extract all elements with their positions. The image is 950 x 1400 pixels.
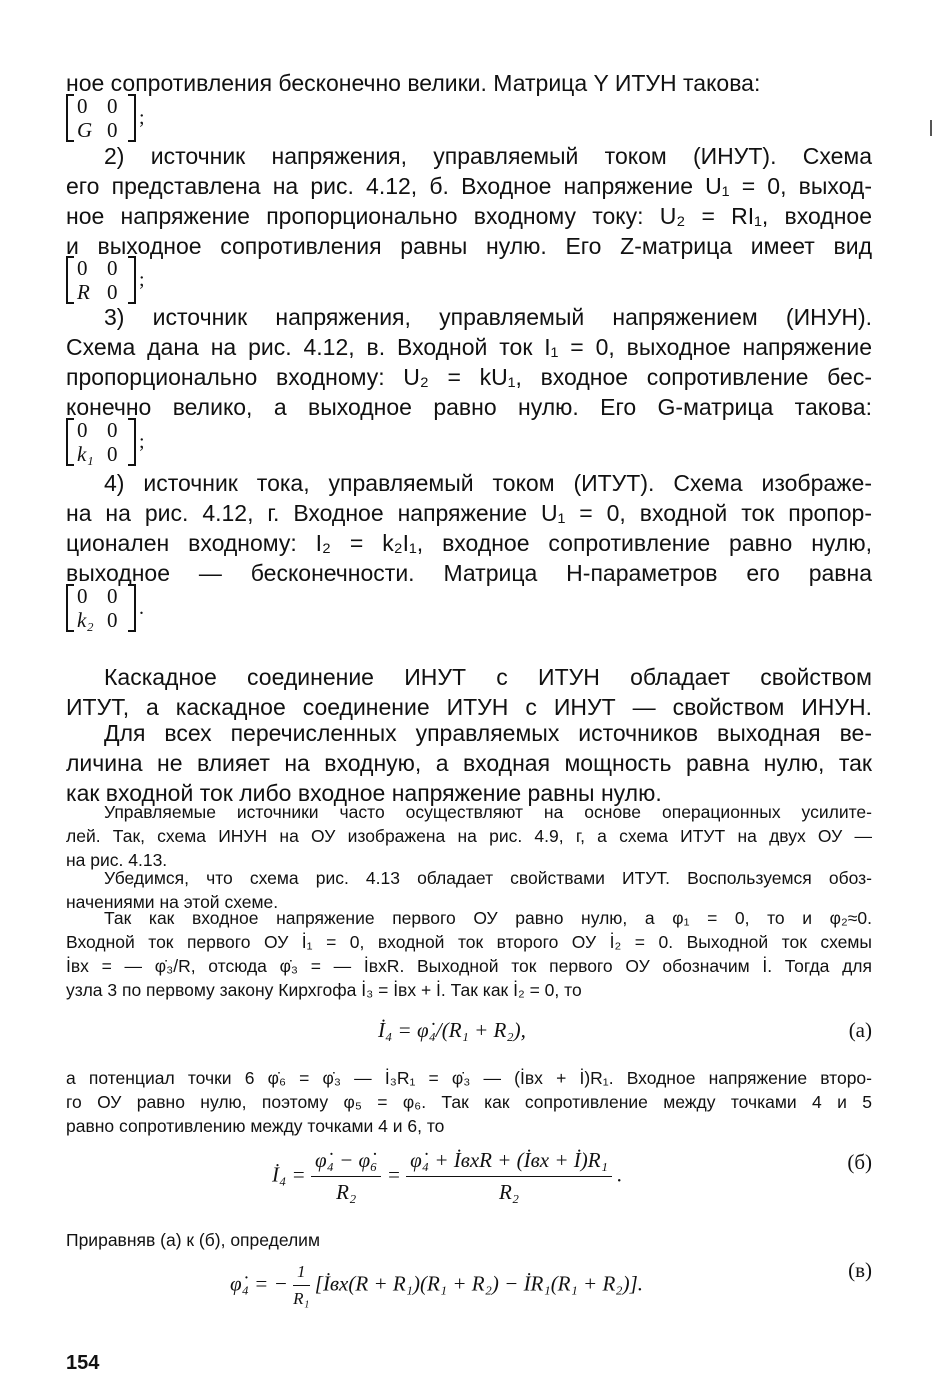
matrix-left-bracket: [66, 94, 74, 142]
text-line: узла 3 по первому закону Кирхгофа İ₃ = İвх + İ. Так как İ₂ = 0, то: [66, 980, 582, 1000]
text-line: конечно велико, а выходное равно нулю. Его G-матрица такова:: [66, 394, 872, 420]
equals-sign: =: [386, 1162, 401, 1187]
text-line: Для всех перечисленных управляемых источников выходная ве-: [104, 720, 872, 746]
text-line: 3) источник напряжения, управляемый напряжением (ИНУН).: [104, 304, 872, 330]
equation-b-label: (б): [847, 1150, 872, 1174]
fraction-numerator: φ̇₄ + İвхR + (İвх + İ)R₁: [406, 1148, 612, 1177]
margin-mark: [930, 120, 932, 136]
text-line: го ОУ равно нулю, поэтому φ₅ = φ₆. Так как сопротивление между точками 4 и 5: [66, 1092, 872, 1112]
small-paragraph-equate: [66, 1228, 872, 1252]
fraction: [293, 1262, 310, 1309]
matrix-cells: [74, 94, 128, 142]
text-line: как входной ток либо входное напряжение равны нулю.: [66, 780, 662, 806]
fraction-numerator: 1: [293, 1262, 310, 1286]
matrix-cell: 0: [107, 280, 118, 304]
fraction: [311, 1148, 382, 1205]
text-line: ное напряжение пропорционально входному току: U₂ = RI₁, входное: [66, 203, 872, 229]
text-line: ное сопротивления бесконечно велики. Матрица Y ИТУН такова:: [66, 70, 761, 96]
matrix-cells: [74, 256, 128, 304]
matrix-h-itut: [66, 584, 144, 632]
matrix-punctuation: ;: [139, 431, 145, 453]
equation-b: [272, 1148, 622, 1205]
fraction-denominator: R₁: [293, 1289, 310, 1308]
page-number: 154: [66, 1352, 100, 1374]
matrix-y-itun: [66, 94, 145, 142]
equation-a: İ₄ = φ̇₄/(R₁ + R₂),: [378, 1018, 526, 1042]
matrix-left-bracket: [66, 256, 74, 304]
text-line: пропорционально входному: U₂ = kU₁, входное сопротивление бес-: [66, 364, 872, 390]
matrix-cells: [74, 418, 128, 466]
fraction-numerator: φ̇₄ − φ̇₆: [311, 1148, 382, 1177]
text-line: Приравняв (а) к (б), определим: [66, 1230, 320, 1250]
text-line: Убедимся, что схема рис. 4.13 обладает свойствами ИТУТ. Воспользуемся обоз-: [104, 868, 872, 888]
matrix-g-inun: [66, 418, 145, 466]
paragraph-itun-tail: [66, 68, 872, 98]
text-line: ИТУТ, а каскадное соединение ИТУН с ИНУТ — свойством ИНУН.: [66, 694, 872, 720]
matrix-cell: 0: [107, 584, 118, 608]
matrix-cell: k₁: [77, 442, 94, 466]
text-line: личина не влияет на входную, а входная мощность равна нулю, так: [66, 750, 872, 776]
paragraph-cascade: [66, 662, 872, 722]
small-paragraph-potential: [66, 1066, 872, 1138]
matrix-cell: G: [77, 118, 93, 142]
text-line: ционален входному: I₂ = k₂I₁, входное сопротивление равно нулю,: [66, 530, 872, 556]
matrix-cells: [74, 584, 128, 632]
matrix-right-bracket: [128, 584, 136, 632]
text-line: Так как входное напряжение первого ОУ равно нулю, а φ₁ = 0, то и φ₂≈0.: [104, 908, 872, 928]
equation-c-lhs: φ̇₄ = −: [230, 1271, 288, 1296]
equation-c-rhs: [İвх(R + R₁)(R₁ + R₂) − İR₁(R₁ + R₂)].: [314, 1271, 644, 1296]
matrix-punctuation: .: [139, 597, 144, 619]
matrix-cell: R: [77, 280, 90, 304]
paragraph-sources-summary: [66, 718, 872, 808]
text-line: Управляемые источники часто осуществляют на основе операционных усилите-: [104, 802, 872, 822]
text-line: его представлена на рис. 4.12, б. Входное напряжение U₁ = 0, выход-: [66, 173, 872, 199]
matrix-cell: 0: [107, 256, 118, 280]
equation-b-end: .: [617, 1162, 623, 1187]
small-paragraph-opamp: [66, 800, 872, 872]
matrix-cell: k₂: [77, 608, 94, 632]
matrix-cell: 0: [107, 118, 118, 142]
equation-a-label: (а): [848, 1018, 872, 1042]
matrix-left-bracket: [66, 584, 74, 632]
matrix-left-bracket: [66, 418, 74, 466]
equation-b-lhs: İ₄ =: [272, 1162, 306, 1187]
text-line: на рис. 4.13.: [66, 850, 168, 870]
item-inun: [66, 302, 872, 422]
matrix-punctuation: ;: [139, 269, 145, 291]
text-line: на на рис. 4.12, г. Входное напряжение U₁ = 0, входной ток пропор-: [66, 500, 872, 526]
text-line: 2) источник напряжения, управляемый током (ИНУТ). Схема: [104, 143, 872, 169]
text-line: Каскадное соединение ИНУТ с ИТУН обладает свойством: [104, 664, 872, 690]
text-line: выходное — бесконечности. Матрица H-параметров его равна: [66, 560, 872, 586]
small-paragraph-derivation: [66, 906, 872, 1002]
matrix-right-bracket: [128, 256, 136, 304]
matrix-cell: 0: [77, 584, 88, 608]
matrix-z-inut: [66, 256, 145, 304]
fraction-denominator: R₂: [336, 1180, 357, 1204]
matrix-right-bracket: [128, 418, 136, 466]
text-line: начениями на этой схеме.: [66, 892, 279, 912]
text-line: Входной ток первого ОУ İ₁ = 0, входной ток второго ОУ İ₂ = 0. Выходной ток схемы: [66, 932, 872, 952]
equation-c-label: (в): [848, 1258, 872, 1282]
text-line: 4) источник тока, управляемый током (ИТУТ). Схема изображе-: [104, 470, 872, 496]
matrix-cell: 0: [77, 94, 88, 118]
equation-c: [230, 1262, 643, 1309]
item-itut: [66, 468, 872, 588]
fraction-denominator: R₂: [498, 1180, 520, 1204]
item-inut: [66, 141, 872, 261]
text-line: Схема дана на рис. 4.12, в. Входной ток I₁ = 0, выходное напряжение: [66, 334, 872, 360]
matrix-cell: 0: [107, 442, 118, 466]
fraction: [406, 1148, 612, 1205]
text-line: İвх = — φ̇₃/R, отсюда φ̇₃ = — İвхR. Выходной ток первого ОУ обозначим İ. Тогда для: [66, 956, 872, 976]
text-line: и выходное сопротивления равны нулю. Его Z-матрица имеет вид: [66, 233, 872, 259]
text-line: а потенциал точки 6 φ̇₆ = φ̇₃ — İ₃R₁ = φ̇₃ — (İвх + İ)R₁. Входное напряжение второ-: [66, 1068, 872, 1088]
text-line: лей. Так, схема ИНУН на ОУ изображена на рис. 4.9, г, а схема ИТУТ на двух ОУ —: [66, 826, 872, 846]
matrix-cell: 0: [107, 608, 118, 632]
matrix-cell: 0: [107, 94, 118, 118]
matrix-right-bracket: [128, 94, 136, 142]
matrix-punctuation: ;: [139, 107, 145, 129]
matrix-cell: 0: [77, 256, 88, 280]
text-line: равно сопротивлению между точками 4 и 6, то: [66, 1116, 445, 1136]
matrix-cell: 0: [77, 418, 88, 442]
matrix-cell: 0: [107, 418, 118, 442]
